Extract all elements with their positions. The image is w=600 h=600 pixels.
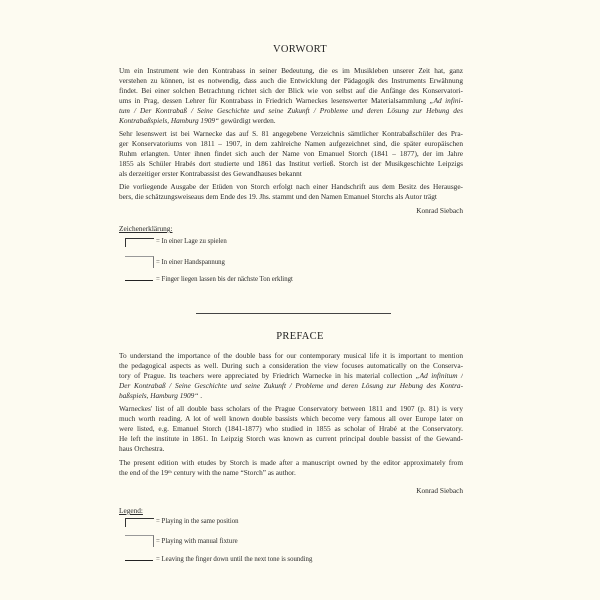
italic-text: baßspiels, Hamburg 1909“ — [119, 391, 199, 400]
text-line — [119, 116, 463, 126]
text: were listed, e.g. Emanuel Storch (1841-1877) who studied in 1855 as scholar of Hrabé at the Conservatory. — [119, 424, 463, 433]
legend-label: = Playing in the same position — [156, 518, 239, 525]
text: Die vorliegende Ausgabe der Etüden von Storch erfolgt nach einer Handschrift aus dem Besitz des Herausge- — [119, 182, 463, 191]
preface-signature: Konrad Siebach — [416, 486, 463, 495]
text-line — [119, 351, 463, 361]
vorwort-paragraph-2 — [119, 129, 463, 179]
vorwort-legend-title: Zeichenerklärung: — [119, 224, 173, 233]
text: Ruhm erlangten. Unter ihnen findet sich auch der Name von Emanuel Storch (1841 – 1877), der im Jahre — [119, 149, 463, 158]
vorwort-paragraph-3 — [119, 182, 463, 202]
text: ger Konservatoriums von 1811 – 1907, in dem zahlreiche Namen aufgezeichnet sind, die später europäischen — [119, 139, 463, 148]
text-line — [119, 149, 463, 159]
preface-paragraph-1 — [119, 351, 463, 401]
text-line — [119, 139, 463, 149]
text: The present edition with etudes by Storch is made after a manuscript owned by the editor approximately from — [119, 458, 463, 467]
text-line — [119, 458, 463, 468]
text: the pedagogical aspects as well. During such a consideration the view focuses automatically on the Conserva- — [119, 361, 463, 370]
legend-label: = Finger liegen lassen bis der nächste Ton erklingt — [156, 276, 293, 283]
text: much worth reading. A lot of well known double bassists which become very famous all over Europe later on — [119, 414, 463, 423]
hold-finger-symbol-icon — [125, 560, 153, 561]
preface-paragraph-3 — [119, 458, 463, 478]
italic-text: „Ad infini- — [429, 96, 463, 105]
text: Um ein Instrument wie den Kontrabass in seiner Bedeutung, die es im Musikleben unserer Zeit hat, ganz — [119, 66, 463, 75]
text-line — [119, 192, 463, 202]
legend-label: = Leaving the finger down until the next tone is sounding — [156, 556, 313, 563]
hand-span-symbol-icon — [125, 256, 154, 268]
hold-finger-symbol-icon — [125, 280, 153, 281]
section-divider — [196, 313, 391, 314]
text: findet. Bei einer solchen Betrachtung richtet sich der Blick wie von selbst auf die Anfänge des Konservatori- — [119, 86, 463, 95]
text-line — [119, 86, 463, 96]
text-line — [119, 391, 463, 401]
text-line — [119, 182, 463, 192]
text: He left the institute in 1861. In Leipzig Storch was known as current principal double bassist of the Gewand- — [119, 434, 463, 443]
text-line — [119, 361, 463, 371]
hand-span-symbol-icon — [125, 535, 154, 547]
text-line — [119, 96, 463, 106]
text-line — [119, 169, 463, 179]
text: ums in Prag, dessen Lehrer für Kontrabass in Friedrich Warneckes lesenswerter Materialsammlung — [119, 96, 430, 105]
text-line — [119, 414, 463, 424]
text-line — [119, 129, 463, 139]
text: Warneckes' list of all double bass scholars of the Prague Conservatory between 1811 and 1907 (p. 81) is very — [119, 404, 463, 413]
vorwort-signature: Konrad Siebach — [416, 206, 463, 215]
text: verstehen zu können, ist es notwendig, dass auch die Entwicklung der Pädagogik des Instruments Erwähnung — [119, 76, 463, 85]
text-line — [119, 76, 463, 86]
text: the end of the 19ᵗʰ century with the name “Storch” as author. — [119, 468, 296, 477]
preface-title: PREFACE — [276, 331, 324, 342]
legend-label: = Playing with manual fixture — [156, 538, 238, 545]
text: tory of Prague. Its teachers were appreciated by Friedrich Warnecke in his material collection — [119, 371, 416, 380]
text-line — [119, 66, 463, 76]
vorwort-title: VORWORT — [273, 44, 327, 55]
text-line — [119, 424, 463, 434]
legend-label: = In einer Handspannung — [156, 259, 225, 266]
text: gewürdigt werden. — [219, 116, 276, 125]
legend-label: = In einer Lage zu spielen — [156, 238, 227, 245]
text: . — [198, 391, 203, 400]
text-line — [119, 159, 463, 169]
italic-text: tum / Der Kontrabaß / Seine Geschichte und seine Zukunft / Probleme und deren Lösung zur Hebung des — [119, 106, 463, 115]
text-line — [119, 106, 463, 116]
text: Sehr lesenswert ist bei Warnecke das auf S. 81 angegebene Verzeichnis sämtlicher Kontrabaßschüler des Pra- — [119, 129, 463, 138]
text: haus Orchestra. — [119, 444, 165, 453]
same-position-symbol-icon — [125, 238, 154, 247]
text-line — [119, 371, 463, 381]
vorwort-paragraph-1 — [119, 66, 463, 126]
same-position-symbol-icon — [125, 518, 154, 527]
italic-text: Der Kontrabaß / Seine Geschichte und seine Zukunft / Probleme und deren Lösung zur Hebung des Kontra- — [119, 381, 463, 390]
text-line — [119, 434, 463, 444]
text-line — [119, 404, 463, 414]
text-line — [119, 444, 463, 454]
text: 1855 als Schüler Hrabés dort studierte und 1861 das Institut verließ. Storch ist der Musikgeschichte Leipzigs — [119, 159, 463, 168]
preface-paragraph-2 — [119, 404, 463, 454]
text: To understand the importance of the double bass for our contemporary musical life it is important to mention — [119, 351, 463, 360]
text-line — [119, 468, 463, 478]
italic-text: „Ad infinitum / — [415, 371, 463, 380]
italic-text: Kontrabaßspiels, Hamburg 1909“ — [119, 116, 220, 125]
preface-legend-title: Legend: — [119, 506, 143, 515]
text: bers, die schätzungsweiseaus dem Ende des 19. Jhs. stammt und den Namen Emanuel Storchs als Autor trägt — [119, 192, 437, 201]
text: als derzeitiger erster Kontrabassist des Gewandhauses bekannt — [119, 169, 302, 178]
text-line — [119, 381, 463, 391]
